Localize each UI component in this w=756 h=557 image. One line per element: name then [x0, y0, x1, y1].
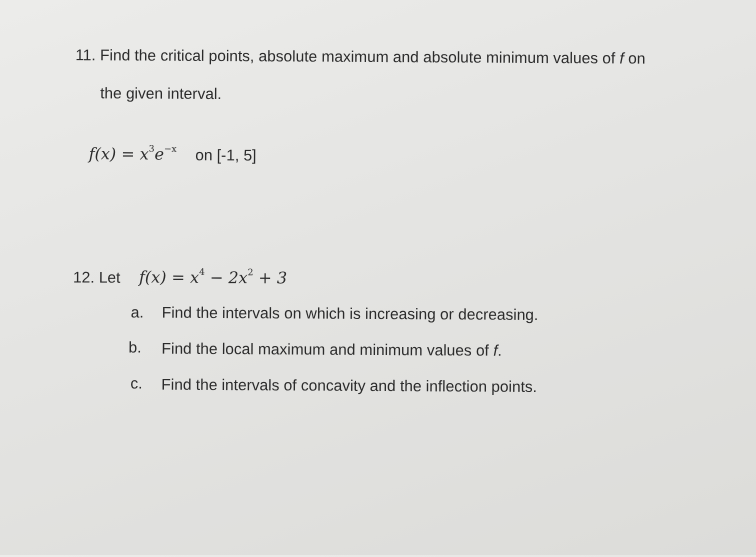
item-b-text-line [161, 340, 501, 362]
item-b-f: f [493, 342, 498, 360]
problem-11-on: on [628, 50, 646, 68]
item-b-period: . [497, 342, 502, 360]
problem-11-line-1 [75, 46, 645, 69]
problem-12-lead: 12. Let [72, 269, 121, 287]
problem-11-interval: on [-1, 5] [195, 147, 257, 165]
problem-11-number: 11. [75, 47, 96, 65]
problem-11-line-2 [100, 84, 222, 105]
item-b-label: b. [128, 339, 142, 357]
problem-11-f: f [619, 50, 624, 68]
item-a-text: Find the intervals on which is increasing or decreasing. [161, 304, 539, 324]
item-c-label: c. [130, 375, 143, 393]
problem-12-formula: $f(x) = x^4 - 2x^2 + 3$ [138, 267, 288, 288]
problem-11-text-2: the given interval. [100, 85, 222, 104]
item-a-label: a. [130, 304, 144, 322]
problem-11-formula-line [89, 141, 257, 166]
problem-12-line [73, 264, 287, 290]
problem-11-text: Find the critical points, absolute maximum and absolute minimum values of [100, 47, 616, 68]
item-b-text: Find the local maximum and minimum values of [161, 340, 489, 360]
problem-11-formula: $f(x) = x^3e^{-x}$ [88, 144, 177, 165]
item-c-text: Find the intervals of concavity and the inflection points. [161, 376, 538, 396]
